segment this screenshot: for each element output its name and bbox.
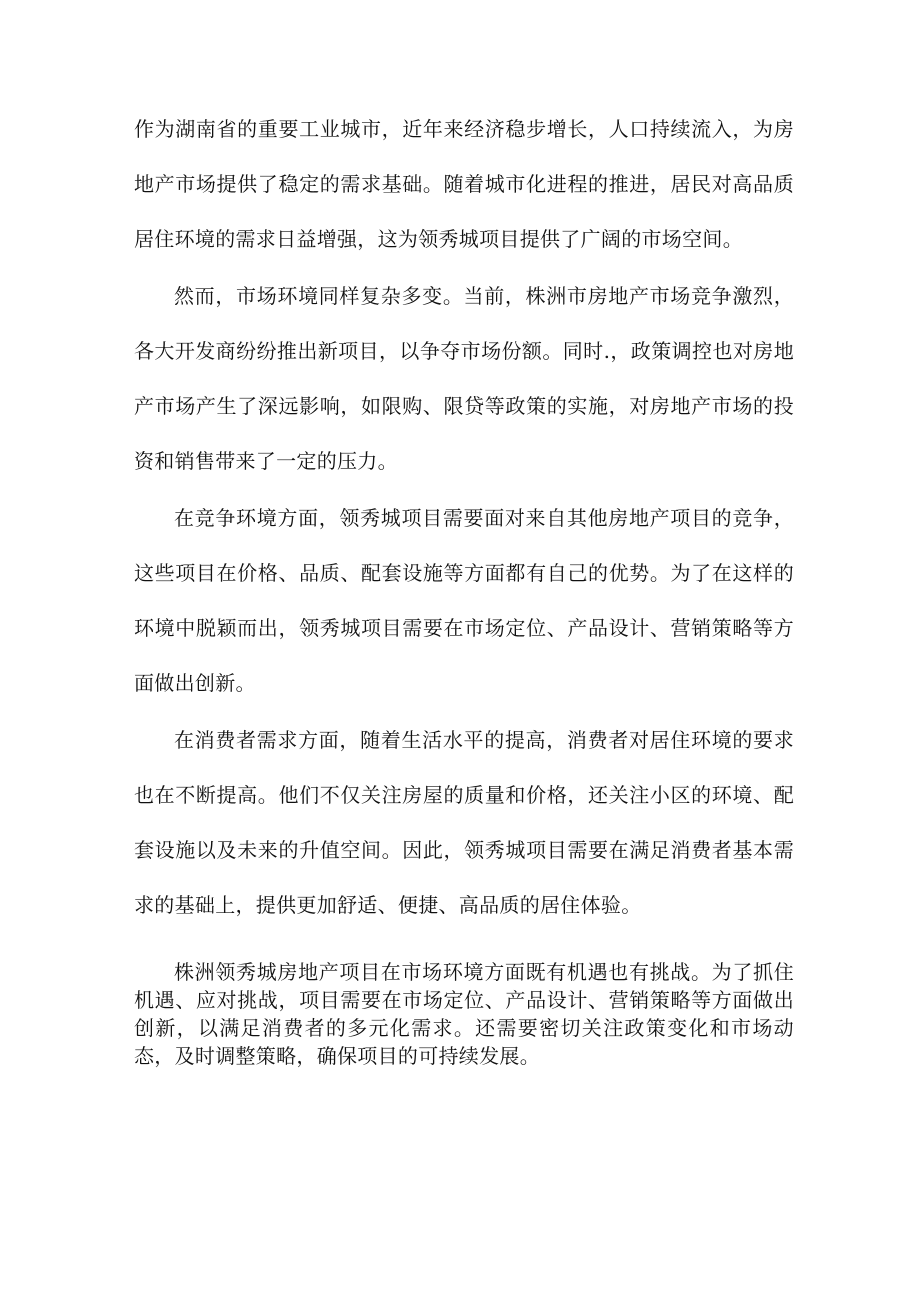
paragraph-1: 作为湖南省的重要工业城市，近年来经济稳步增长，人口持续流入，为房地产市场提供了稳定的需求基础。随着城市化进程的推进，居民对高品质居住环境的需求日益增强，这为领秀城项目提供了广阔的市场空间。 [134,117,794,251]
paragraph-4: 在消费者需求方面，随着生活水平的提高，消费者对居住环境的要求也在不断提高。他们不仅关注房屋的质量和价格，还关注小区的环境、配套设施以及未来的升值空间。因此，领秀城项目需要在满足消费者基本需求的基础上，提供更加舒适、便捷、高品质的居住体验。 [134,728,794,917]
paragraph-2: 然而，市场环境同样复杂多变。当前，株洲市房地产市场竞争激烈，各大开发商纷纷推出新项目，以争夺市场份额。同时.，政策调控也对房地产市场产生了深远影响，如限购、限贷等政策的实施，对房地产市场的投资和销售带来了一定的压力。 [134,284,794,473]
paragraph-5: 株洲领秀城房地产项目在市场环境方面既有机遇也有挑战。为了抓住机遇、应对挑战，项目需要在市场定位、产品设计、营销策略等方面做出创新，以满足消费者的多元化需求。还需要密切关注政策变化和市场动态，及时调整策略，确保项目的可持续发展。 [134,960,794,1068]
paragraph-3: 在竞争环境方面，领秀城项目需要面对来自其他房地产项目的竞争，这些项目在价格、品质、配套设施等方面都有自己的优势。为了在这样的环境中脱颖而出，领秀城项目需要在市场定位、产品设计、营销策略等方面做出创新。 [134,506,794,695]
